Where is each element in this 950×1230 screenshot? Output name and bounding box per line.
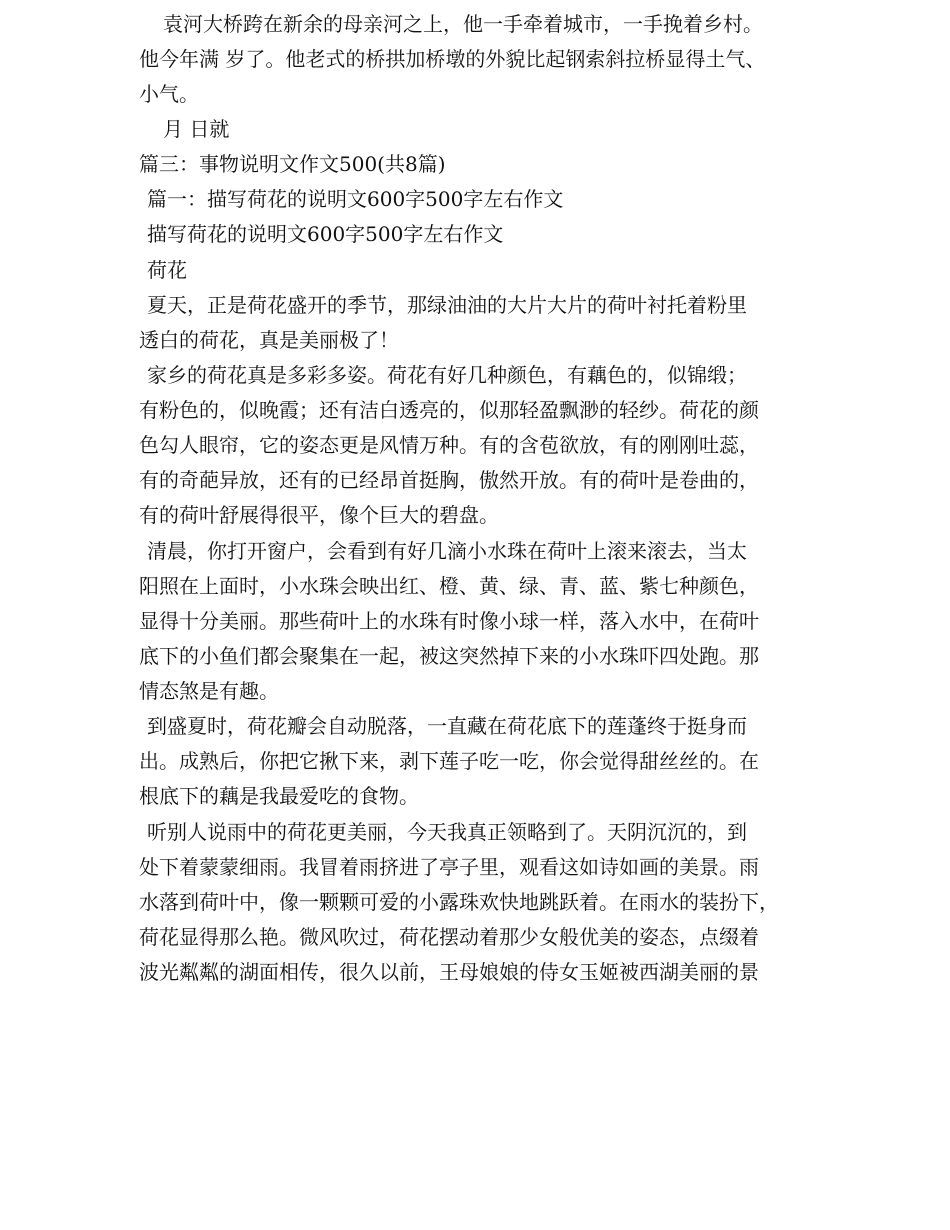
text-line: 听别人说雨中的荷花更美丽，今天我真正领略到了。天阴沉沉的，到 <box>147 820 747 844</box>
text-line: 出。成熟后，你把它揪下来，剥下莲子吃一吃，你会觉得甜丝丝的。在 <box>139 749 759 773</box>
text-line: 他今年满 岁了。他老式的桥拱加桥墩的外貌比起钢索斜拉桥显得土气、 <box>139 47 766 71</box>
text-line: 波光粼粼的湖面相传，很久以前，王母娘娘的侍女玉姬被西湖美丽的景 <box>139 960 759 984</box>
text-line: 有的荷叶舒展得很平，像个巨大的碧盘。 <box>139 503 499 527</box>
text-line: 月 日就 <box>163 117 230 141</box>
text-line: 透白的荷花，真是美丽极了！ <box>139 328 399 352</box>
text-line: 荷花显得那么艳。微风吹过，荷花摆动着那少女般优美的姿态，点缀着 <box>139 925 759 949</box>
text-line: 有粉色的，似晚霞；还有洁白透亮的，似那轻盈飘渺的轻纱。荷花的颜 <box>139 398 759 422</box>
text-line: 袁河大桥跨在新余的母亲河之上，他一手牵着城市，一手挽着乡村。 <box>163 12 763 36</box>
text-line: 小气。 <box>139 82 199 106</box>
article-heading: 篇一：描写荷花的说明文600字500字左右作文 <box>147 187 564 211</box>
text-line: 显得十分美丽。那些荷叶上的水珠有时像小球一样，落入水中，在荷叶 <box>139 609 759 633</box>
text-line: 色勾人眼帘，它的姿态更是风情万种。有的含苞欲放，有的刚刚吐蕊， <box>139 433 759 457</box>
text-line: 根底下的藕是我最爱吃的食物。 <box>139 784 419 808</box>
article-subtitle: 荷花 <box>147 258 187 282</box>
text-line: 有的奇葩异放，还有的已经昂首挺胸，傲然开放。有的荷叶是卷曲的， <box>139 468 759 492</box>
text-line: 底下的小鱼们都会聚集在一起，被这突然掉下来的小水珠吓四处跑。那 <box>139 644 759 668</box>
text-line: 阳照在上面时，小水珠会映出红、橙、黄、绿、青、蓝、紫七种颜色， <box>139 574 759 598</box>
text-line: 到盛夏时，荷花瓣会自动脱落，一直藏在荷花底下的莲蓬终于挺身而 <box>147 714 747 738</box>
article-title: 描写荷花的说明文600字500字左右作文 <box>147 222 504 246</box>
text-line: 情态煞是有趣。 <box>139 679 279 703</box>
text-line: 夏天，正是荷花盛开的季节，那绿油油的大片大片的荷叶衬托着粉里 <box>147 293 747 317</box>
text-line: 水落到荷叶中，像一颗颗可爱的小露珠欢快地跳跃着。在雨水的装扮下， <box>139 890 779 914</box>
text-line: 清晨，你打开窗户，会看到有好几滴小水珠在荷叶上滚来滚去，当太 <box>147 539 747 563</box>
text-line: 处下着蒙蒙细雨。我冒着雨挤进了亭子里，观看这如诗如画的美景。雨 <box>139 855 759 879</box>
section-heading: 篇三：事物说明文作文500(共8篇) <box>139 152 446 176</box>
text-line: 家乡的荷花真是多彩多姿。荷花有好几种颜色，有藕色的，似锦缎； <box>147 363 747 387</box>
